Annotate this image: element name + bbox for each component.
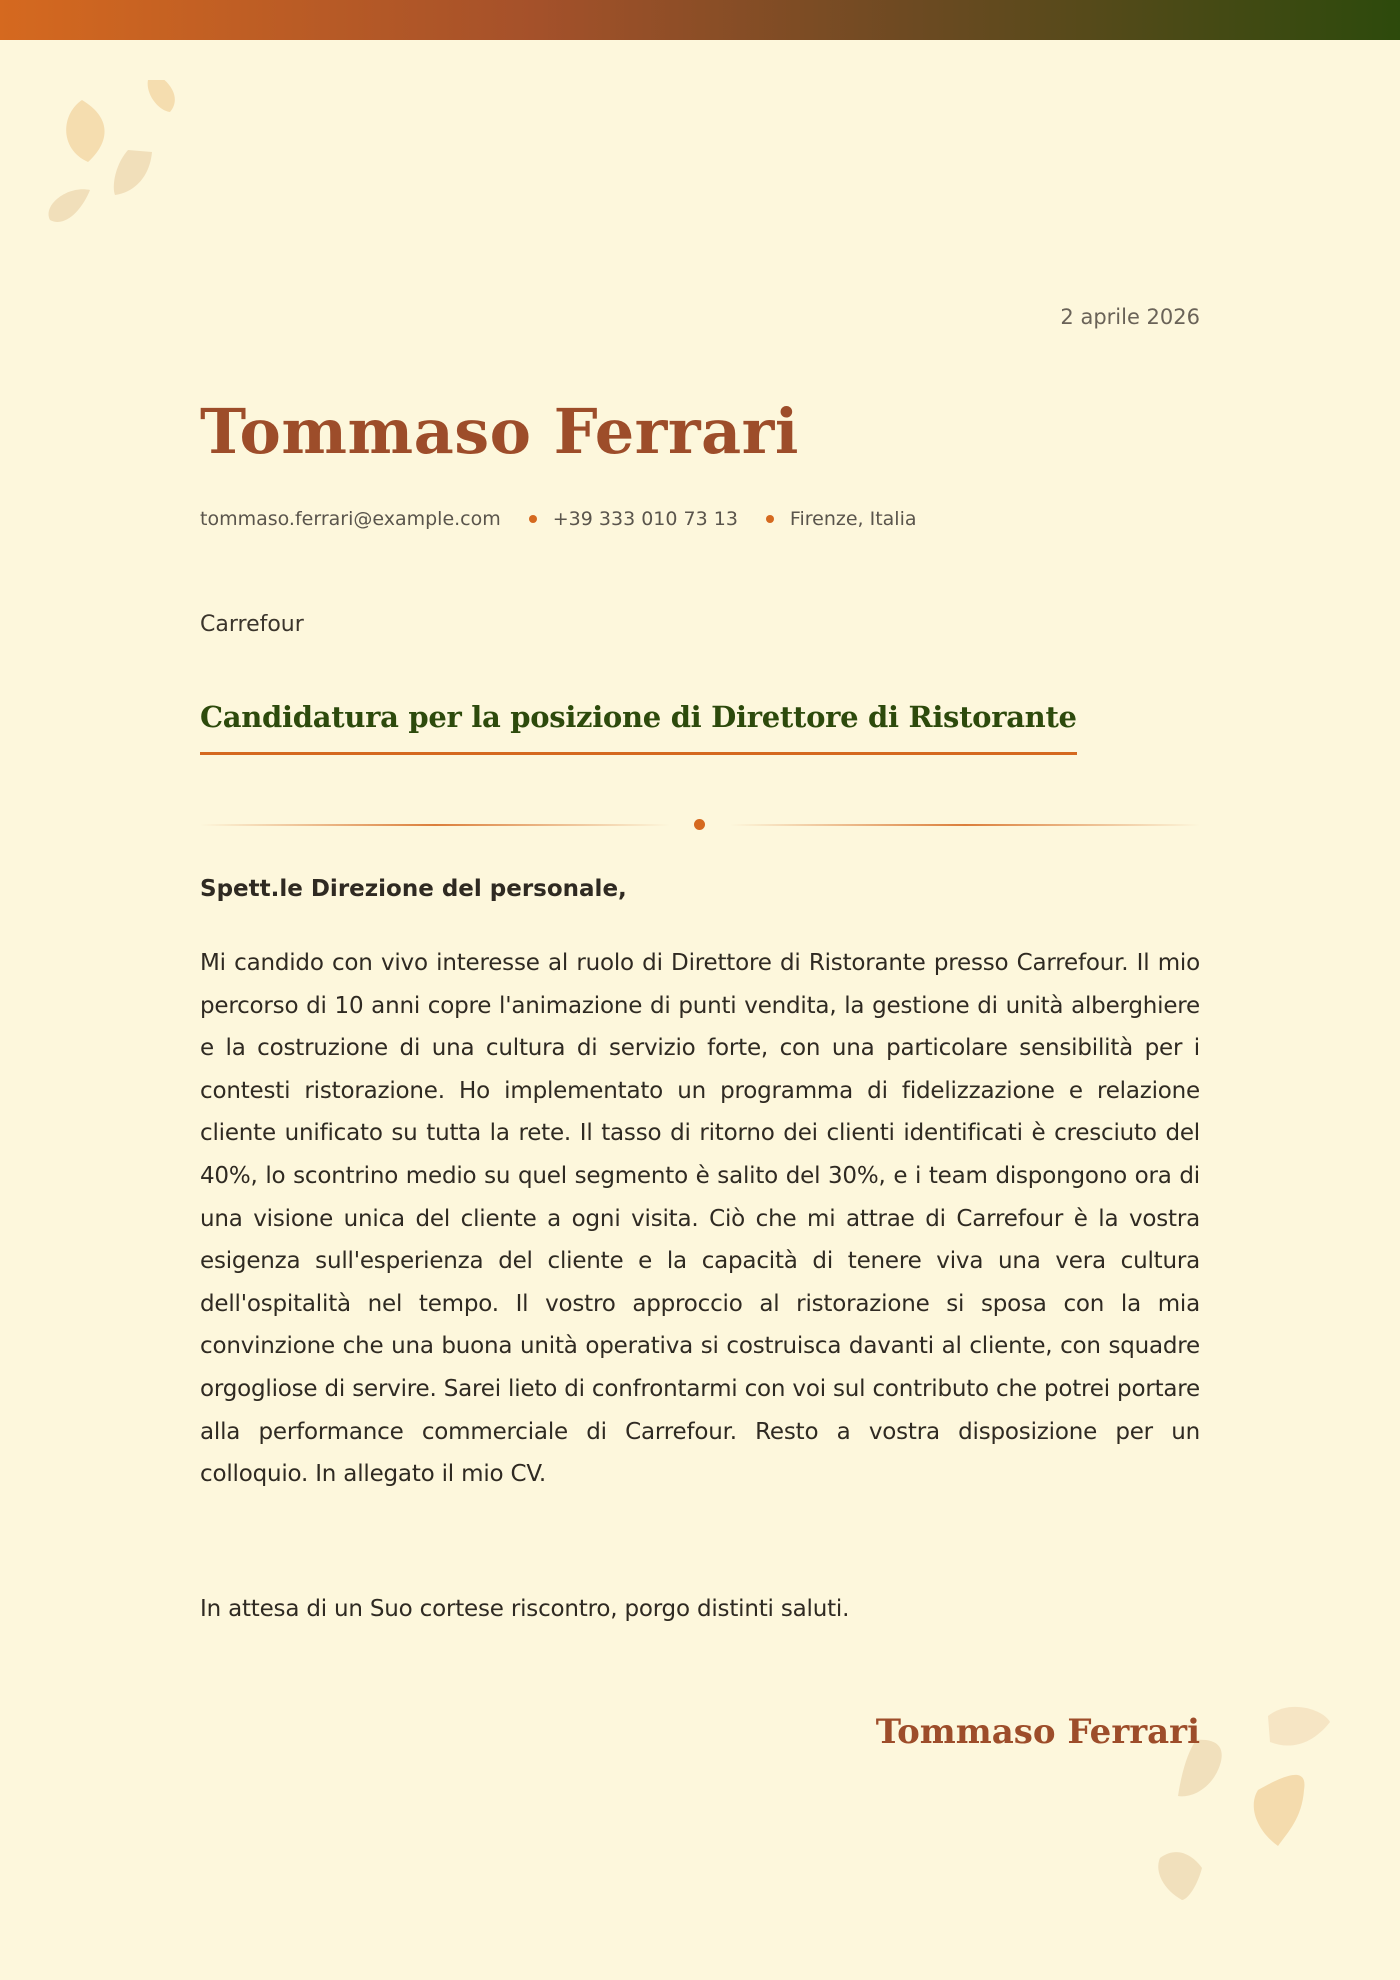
sender-phone: +39 333 010 73 13 [552, 508, 738, 530]
signature: Tommaso Ferrari [875, 1712, 1200, 1752]
decorative-leaves-top-left [40, 80, 240, 300]
sender-name: Tommaso Ferrari [200, 395, 799, 468]
sender-email: tommaso.ferrari@example.com [200, 508, 501, 530]
letter-subject: Candidatura per la posizione di Direttore di Ristorante [200, 700, 1077, 755]
recipient-company: Carrefour [200, 612, 304, 637]
divider-dot [694, 819, 705, 830]
closing-line: In attesa di un Suo cortese riscontro, porgo distinti saluti. [200, 1596, 850, 1622]
letter-date: 2 aprile 2026 [1060, 305, 1200, 329]
letter-body: Mi candido con vivo interesse al ruolo di Direttore di Ristorante presso Carrefour. Il mio percorso di 10 anni copre l'animazione di punti vendita, la gestione di unità alberghiere e la costruzione di una cultura di servizio forte, con una particolare sensibilità per i contesti ristorazione. Ho implementato un programma di fidelizzazione e relazione cliente unificato su tutta la rete. Il tasso di ritorno dei clienti identificati è cresciuto del 40%, lo scontrino medio su quel segmento è salito del 30%, e i team dispongono ora di una visione unica del cliente a ogni visita. Ciò che mi attrae di Carrefour è la vostra esigenza sull'esperienza del cliente e la capacità di tenere viva una vera cultura dell'ospitalità nel tempo. Il vostro approccio al ristorazione si sposa con la mia convinzione che una buona unità operativa si costruisca davanti al cliente, con squadre orgogliose di servire. Sarei lieto di confrontarmi con voi sul contributo che potrei portare alla performance commerciale di Carrefour. Resto a vostra disposizione per un colloquio. In allegato il mio CV. [200, 950, 1200, 1488]
divider-line-left [200, 824, 670, 826]
separator-dot [529, 515, 537, 523]
sender-location: Firenze, Italia [789, 508, 917, 530]
ornamental-divider [200, 816, 1200, 834]
separator-dot [766, 515, 774, 523]
contact-info [200, 508, 917, 530]
divider-line-right [730, 824, 1200, 826]
top-gradient-bar [0, 0, 1400, 40]
salutation: Spett.le Direzione del personale, [200, 876, 627, 902]
